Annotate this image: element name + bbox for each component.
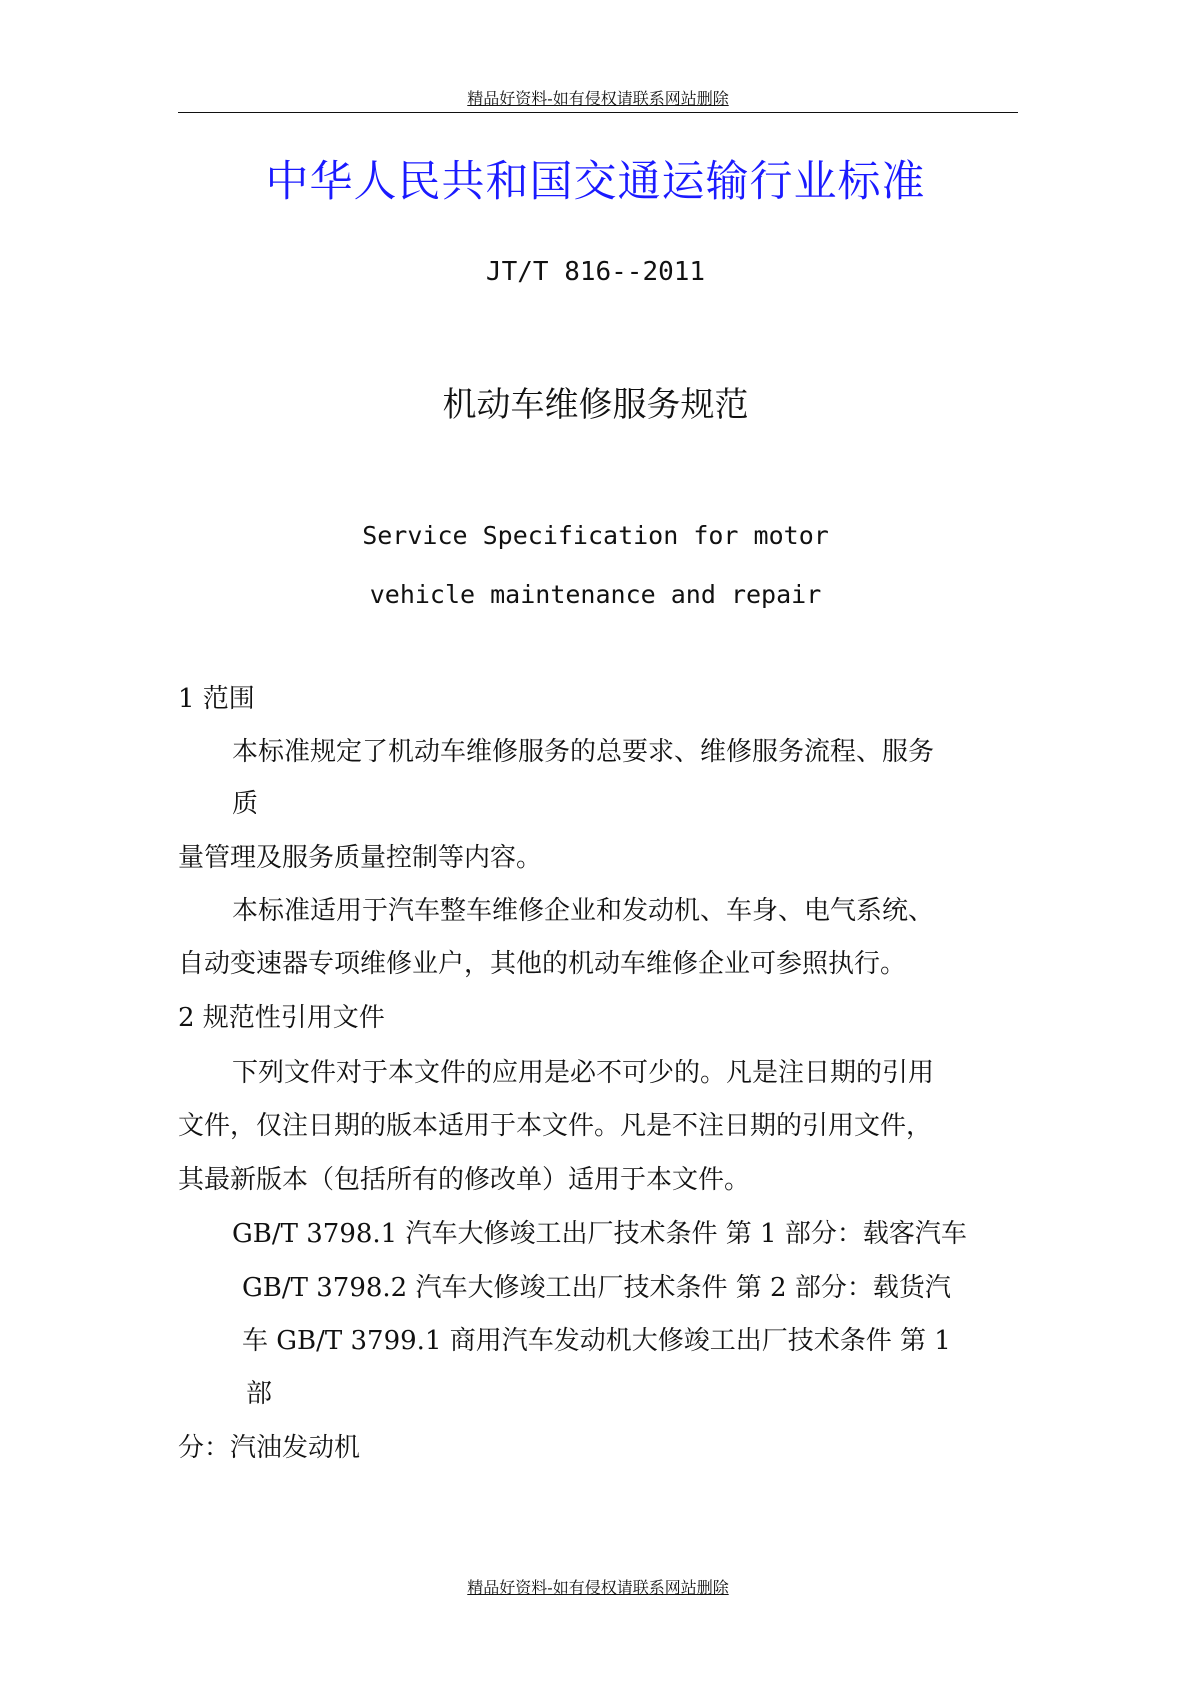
body-text-line: 下列文件对于本文件的应用是必不可少的。凡是注日期的引用 bbox=[232, 1058, 935, 1088]
standard-code: JT/T 816--2011 bbox=[485, 257, 706, 287]
reference-standard-line: GB/T 3798.2 汽车大修竣工出厂技术条件 第 2 部分：载货汽 bbox=[242, 1273, 951, 1303]
body-text-line: 文件，仅注日期的版本适用于本文件。凡是不注日期的引用文件， bbox=[178, 1111, 933, 1141]
body-text-line: 本标准适用于汽车整车维修企业和发动机、车身、电气系统、 bbox=[232, 896, 935, 926]
section-heading-normative-references: 2 规范性引用文件 bbox=[178, 1003, 385, 1033]
page-header-watermark: 精品好资料-如有侵权请联系网站删除 bbox=[178, 88, 1018, 113]
document-title-english-line-2: vehicle maintenance and repair bbox=[369, 580, 822, 609]
reference-standard-line: 车 GB/T 3799.1 商用汽车发动机大修竣工出厂技术条件 第 1 bbox=[242, 1326, 951, 1356]
section-heading-scope: 1 范围 bbox=[178, 684, 255, 714]
document-title-english-line-1: Service Specification for motor bbox=[362, 521, 829, 550]
document-title-chinese: 机动车维修服务规范 bbox=[442, 385, 749, 425]
body-text-line: 自动变速器专项维修业户，其他的机动车维修企业可参照执行。 bbox=[178, 949, 907, 979]
body-text-line: 其最新版本（包括所有的修改单）适用于本文件。 bbox=[178, 1165, 751, 1195]
reference-standard-line: 部 bbox=[246, 1379, 273, 1409]
body-text-line: 量管理及服务质量控制等内容。 bbox=[178, 843, 543, 873]
body-text-line: 质 bbox=[232, 789, 259, 819]
body-text-line: 本标准规定了机动车维修服务的总要求、维修服务流程、服务 bbox=[232, 737, 935, 767]
reference-standard-line: 分：汽油发动机 bbox=[178, 1433, 361, 1463]
page-footer-watermark: 精品好资料-如有侵权请联系网站删除 bbox=[467, 1578, 729, 1597]
reference-standard-line: GB/T 3798.1 汽车大修竣工出厂技术条件 第 1 部分：载客汽车 bbox=[232, 1219, 967, 1249]
standard-title: 中华人民共和国交通运输行业标准 bbox=[265, 157, 926, 207]
